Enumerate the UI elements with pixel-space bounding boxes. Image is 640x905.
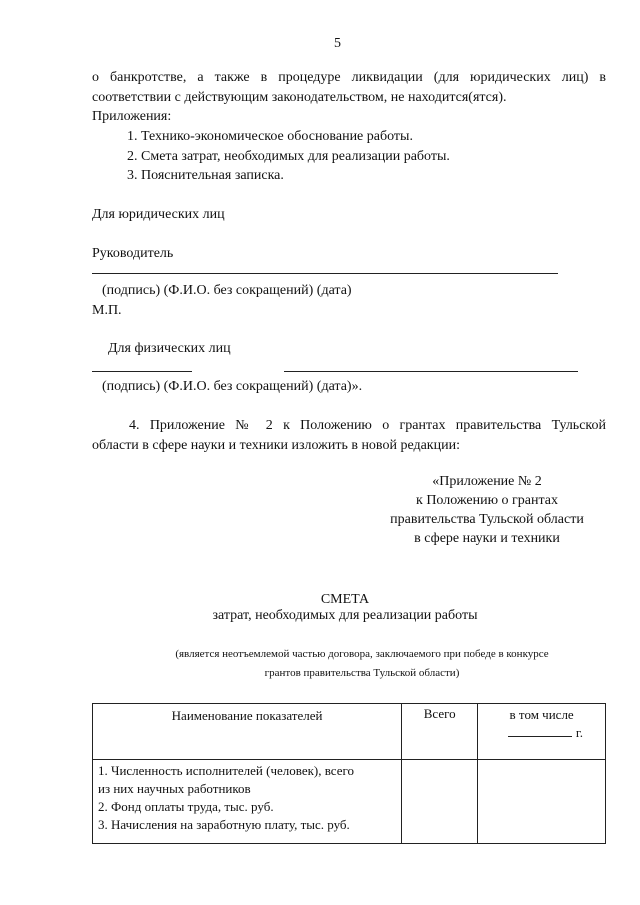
header-year [478, 724, 605, 742]
attachment-item-1: 1. Технико-экономическое обоснование работы. [127, 129, 413, 144]
estimate-subtitle: затрат, необходимых для реализации работы [212, 608, 478, 623]
appendix-header-line-2: к Положению о грантах [416, 493, 558, 508]
attachment-item-3: 3. Пояснительная записка. [127, 168, 284, 183]
total-value-cell [402, 760, 478, 844]
header-including [478, 704, 606, 760]
signature-caption-individual: (подпись) (Ф.И.О. без сокращений) (дата)». [102, 379, 363, 394]
appendix-header-line-1: «Приложение № 2 [432, 474, 542, 489]
clause4-line-1: 4. Приложение № 2 к Положению о грантах правительства Тульской [129, 418, 606, 433]
appendix-header-line-3: правительства Тульской области [390, 512, 584, 527]
legal-entities-heading: Для юридических лиц [92, 207, 225, 222]
attachments-title: Приложения: [92, 109, 172, 124]
including-value-cell [478, 760, 606, 844]
clause4-line-2: области в сфере науки и техники изложить в новой редакции: [92, 438, 460, 453]
indicator-row-1: 1. Численность исполнителей (человек), всего [98, 763, 355, 778]
signature-line-legal [92, 273, 558, 274]
year-suffix: г. [575, 725, 583, 740]
page-number: 5 [334, 36, 341, 51]
appendix-header-line-4: в сфере науки и техники [414, 531, 560, 546]
estimate-title: СМЕТА [320, 592, 370, 607]
year-blank-field [508, 725, 572, 737]
head-label: Руководитель [92, 246, 174, 261]
indicator-row-4: 3. Начисления на заработную плату, тыс. руб. [98, 817, 350, 832]
table-row [93, 760, 606, 844]
estimate-note-line-2: грантов правительства Тульской области) [264, 667, 460, 679]
indicators-cell [93, 760, 402, 844]
estimate-table [92, 703, 606, 844]
indicator-row-2: из них научных работников [98, 781, 251, 796]
signature-caption-legal: (подпись) (Ф.И.О. без сокращений) (дата) [102, 283, 352, 298]
estimate-note-line-1: (является неотъемлемой частью договора, заключаемого при победе в конкурсе [175, 648, 549, 660]
header-total: Всего [402, 704, 478, 760]
signature-line-individual-right [284, 371, 578, 372]
table-header-row [93, 704, 606, 760]
intro-line-2: соответствии с действующим законодательством, не находится(ятся). [92, 90, 507, 105]
header-name: Наименование показателей [93, 704, 402, 760]
indicator-row-3: 2. Фонд оплаты труда, тыс. руб. [98, 799, 274, 814]
stamp-label: М.П. [92, 303, 122, 318]
signature-line-individual-left [92, 371, 192, 372]
intro-line-1: о банкротстве, а также в процедуре ликвидации (для юридических лиц) в [92, 70, 606, 85]
individuals-heading: Для физических лиц [108, 341, 231, 356]
header-including-label: в том числе [509, 707, 574, 722]
attachment-item-2: 2. Смета затрат, необходимых для реализации работы. [127, 149, 450, 164]
